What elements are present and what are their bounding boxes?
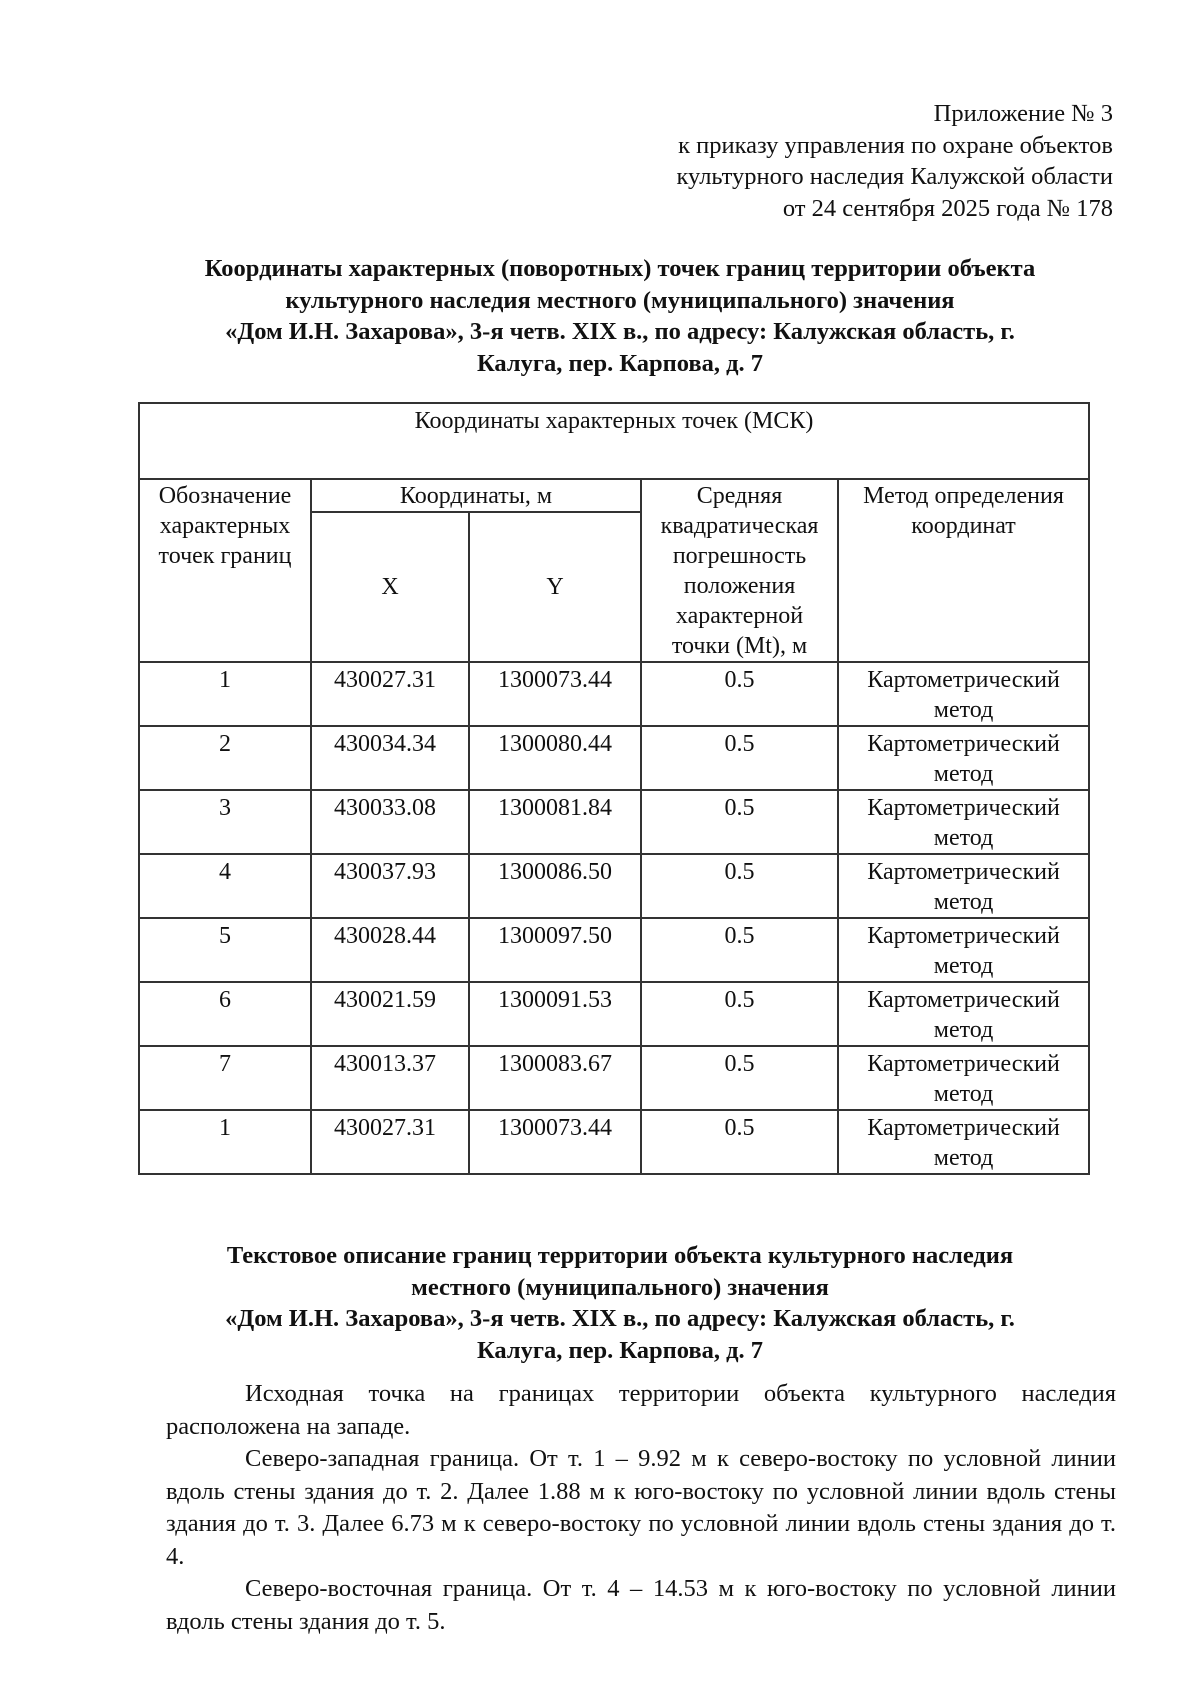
cell-method: [838, 790, 1089, 854]
cell-method-line: Картометрический: [867, 987, 1060, 1013]
cell-mt: 0.5: [641, 726, 838, 790]
cell-method: [838, 1046, 1089, 1110]
description-paragraph: Исходная точка на границах территории объекта культурного наследия расположена на западе.: [166, 1380, 1116, 1440]
coordinates-title-line: «Дом И.Н. Захарова», 3-я четв. XIX в., по адресу: Калужская область, г.: [225, 318, 1015, 345]
cell-method: [838, 1110, 1089, 1174]
description-paragraph: Северо-западная граница. От т. 1 – 9.92 м к северо-востоку по условной линии вдоль стены здания до т. 2. Далее 1.88 м к юго-востоку по условной линии вдоль стены здания до т. 3. Далее 6.73 м к северо-востоку по условной линии вдоль стены здания до т. 4.: [166, 1445, 1116, 1570]
table-row: [139, 854, 1089, 918]
header-designation: [139, 479, 311, 662]
cell-point: 2: [139, 726, 311, 790]
description-title-line: Калуга, пер. Карпова, д. 7: [476, 1336, 764, 1364]
description-paragraph: Северо-восточная граница. От т. 4 – 14.53 м к юго-востоку по условной линии вдоль стены здания до т. 5.: [166, 1575, 1116, 1635]
cell-method-line: Картометрический: [867, 1051, 1060, 1077]
header-error-line: характерной: [675, 603, 804, 629]
coordinates-table: [138, 402, 1090, 1175]
cell-point: 1: [139, 662, 311, 726]
cell-point: 3: [139, 790, 311, 854]
cell-method-line: метод: [933, 889, 994, 915]
header-error-line: положения: [683, 573, 796, 599]
description-title-line: местного (муниципального) значения: [411, 1273, 829, 1301]
table-row: [139, 790, 1089, 854]
header-x: X: [311, 512, 469, 662]
header-error-line: погрешность: [672, 543, 807, 569]
coordinates-title-line: Калуга, пер. Карпова, д. 7: [476, 349, 764, 377]
cell-point: 6: [139, 982, 311, 1046]
cell-method-line: метод: [933, 1017, 994, 1043]
appendix-header: [413, 98, 1113, 224]
description-title: [140, 1240, 1100, 1366]
cell-y: 1300083.67: [469, 1046, 641, 1110]
cell-method-line: Картометрический: [867, 795, 1060, 821]
cell-method-line: метод: [933, 1145, 994, 1171]
cell-mt: 0.5: [641, 1046, 838, 1110]
cell-point: 1: [139, 1110, 311, 1174]
appendix-date-line: от 24 сентября 2025 года № 178: [782, 194, 1113, 222]
appendix-authority-line: культурного наследия Калужской области: [676, 163, 1113, 190]
header-error-line: точки (Mt), м: [671, 633, 808, 659]
cell-y: 1300073.44: [469, 1110, 641, 1174]
header-error-line: квадратическая: [660, 513, 819, 539]
coordinates-title-line: Координаты характерных (поворотных) точек границ территории объекта: [204, 255, 1036, 282]
appendix-number: Приложение № 3: [933, 100, 1113, 127]
cell-method-line: Картометрический: [867, 1115, 1060, 1141]
cell-point: 7: [139, 1046, 311, 1110]
cell-mt: 0.5: [641, 982, 838, 1046]
cell-x: 430033.08: [311, 790, 469, 854]
cell-x: 430034.34: [311, 726, 469, 790]
cell-method-line: метод: [933, 825, 994, 851]
header-designation-line: точек границ: [158, 543, 292, 569]
header-designation-line: Обозначение: [158, 483, 292, 509]
cell-y: 1300086.50: [469, 854, 641, 918]
cell-point: 4: [139, 854, 311, 918]
cell-method: [838, 726, 1089, 790]
cell-method-line: метод: [933, 1081, 994, 1107]
cell-method-line: Картометрический: [867, 731, 1060, 757]
cell-mt: 0.5: [641, 854, 838, 918]
boundary-description: [166, 1378, 1116, 1638]
cell-y: 1300080.44: [469, 726, 641, 790]
table-row: [139, 662, 1089, 726]
cell-method: [838, 854, 1089, 918]
cell-method: [838, 662, 1089, 726]
cell-mt: 0.5: [641, 790, 838, 854]
cell-method: [838, 918, 1089, 982]
table-row: [139, 1110, 1089, 1174]
cell-mt: 0.5: [641, 662, 838, 726]
cell-x: 430027.31: [311, 662, 469, 726]
cell-mt: 0.5: [641, 1110, 838, 1174]
cell-y: 1300073.44: [469, 662, 641, 726]
header-error-line: Средняя: [696, 483, 783, 509]
table-caption: Координаты характерных точек (МСК): [139, 403, 1089, 479]
cell-method-line: Картометрический: [867, 923, 1060, 949]
header-method-line: Метод определения: [863, 483, 1064, 509]
header-method-line: координат: [911, 513, 1016, 539]
description-title-line: Текстовое описание границ территории объекта культурного наследия: [226, 1242, 1014, 1269]
cell-x: 430021.59: [311, 982, 469, 1046]
cell-x: 430037.93: [311, 854, 469, 918]
table-row: [139, 918, 1089, 982]
description-title-line: «Дом И.Н. Захарова», 3-я четв. XIX в., по адресу: Калужская область, г.: [225, 1305, 1015, 1332]
coordinates-title: [140, 253, 1100, 379]
cell-x: 430028.44: [311, 918, 469, 982]
cell-method-line: Картометрический: [867, 859, 1060, 885]
table-row: [139, 726, 1089, 790]
cell-point: 5: [139, 918, 311, 982]
header-method: [838, 479, 1089, 662]
cell-method: [838, 982, 1089, 1046]
table-row: [139, 1046, 1089, 1110]
appendix-order-line: к приказу управления по охране объектов: [678, 131, 1113, 159]
cell-mt: 0.5: [641, 918, 838, 982]
header-error: [641, 479, 838, 662]
cell-y: 1300097.50: [469, 918, 641, 982]
cell-x: 430027.31: [311, 1110, 469, 1174]
cell-method-line: Картометрический: [867, 667, 1060, 693]
cell-x: 430013.37: [311, 1046, 469, 1110]
header-y: Y: [469, 512, 641, 662]
table-row: [139, 982, 1089, 1046]
header-coordinates: Координаты, м: [311, 479, 641, 512]
cell-method-line: метод: [933, 697, 994, 723]
cell-y: 1300081.84: [469, 790, 641, 854]
cell-y: 1300091.53: [469, 982, 641, 1046]
cell-method-line: метод: [933, 953, 994, 979]
coordinates-title-line: культурного наследия местного (муниципального) значения: [285, 286, 955, 314]
header-designation-line: характерных: [159, 513, 291, 539]
cell-method-line: метод: [933, 761, 994, 787]
